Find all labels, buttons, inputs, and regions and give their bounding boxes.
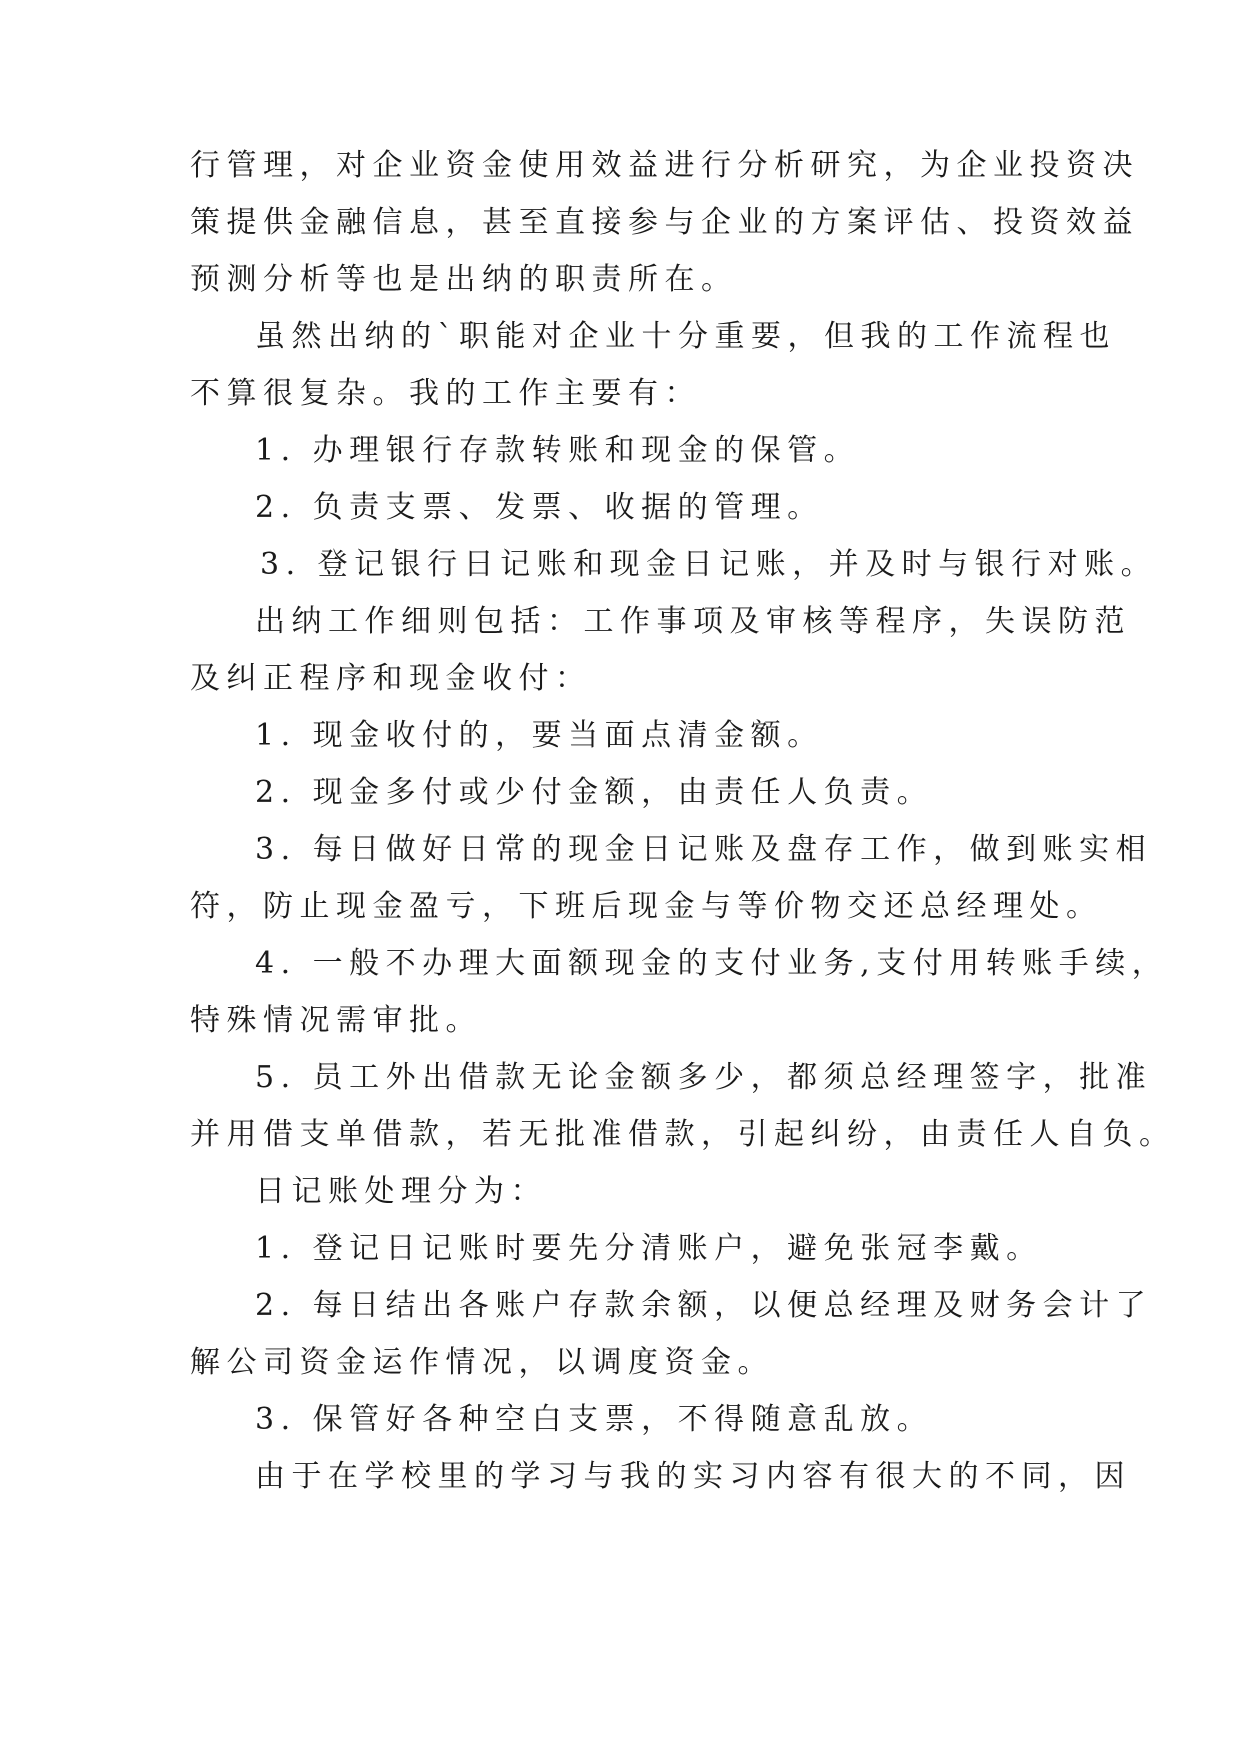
paragraph-line: 并用借支单借款，若无批准借款，引起纠纷，由责任人自负。 [190,1117,1176,1152]
list-item: 1. 现金收付的，要当面点清金额。 [255,718,824,753]
list-item: 5. 员工外出借款无论金额多少，都须总经理签字，批准 [255,1060,1153,1095]
list-item: 2. 负责支票、发票、收据的管理。 [255,490,824,525]
list-item: 1. 办理银行存款转账和现金的保管。 [255,433,861,468]
list-item: 4. 一般不办理大面额现金的支付业务,支付用转账手续， [255,946,1169,981]
paragraph-line: 由于在学校里的学习与我的实习内容有很大的不同，因 [255,1459,1131,1494]
list-item: 2. 每日结出各账户存款余额，以便总经理及财务会计了 [255,1288,1153,1323]
list-item: 3. 登记银行日记账和现金日记账，并及时与银行对账。 [260,547,1158,582]
paragraph-line: 解公司资金运作情况，以调度资金。 [190,1345,774,1380]
paragraph-line: 特殊情况需审批。 [190,1003,482,1038]
paragraph-line: 策提供金融信息，甚至直接参与企业的方案评估、投资效益 [190,205,1139,240]
list-item: 2. 现金多付或少付金额，由责任人负责。 [255,775,934,810]
paragraph-line: 虽然出纳的`职能对企业十分重要，但我的工作流程也 [255,319,1116,354]
list-item: 3. 保管好各种空白支票，不得随意乱放。 [255,1402,934,1437]
paragraph-line: 及纠正程序和现金收付： [190,661,592,696]
paragraph-line: 日记账处理分为： [255,1174,547,1209]
paragraph-line: 预测分析等也是出纳的职责所在。 [190,262,738,297]
list-item: 3. 每日做好日常的现金日记账及盘存工作，做到账实相 [255,832,1153,867]
paragraph-line: 行管理，对企业资金使用效益进行分析研究，为企业投资决 [190,148,1139,183]
paragraph-line: 出纳工作细则包括：工作事项及审核等程序，失误防范 [255,604,1131,639]
paragraph-line: 不算很复杂。我的工作主要有： [190,376,701,411]
list-item: 1. 登记日记账时要先分清账户，避免张冠李戴。 [255,1231,1043,1266]
paragraph-line: 符，防止现金盈亏，下班后现金与等价物交还总经理处。 [190,889,1103,924]
